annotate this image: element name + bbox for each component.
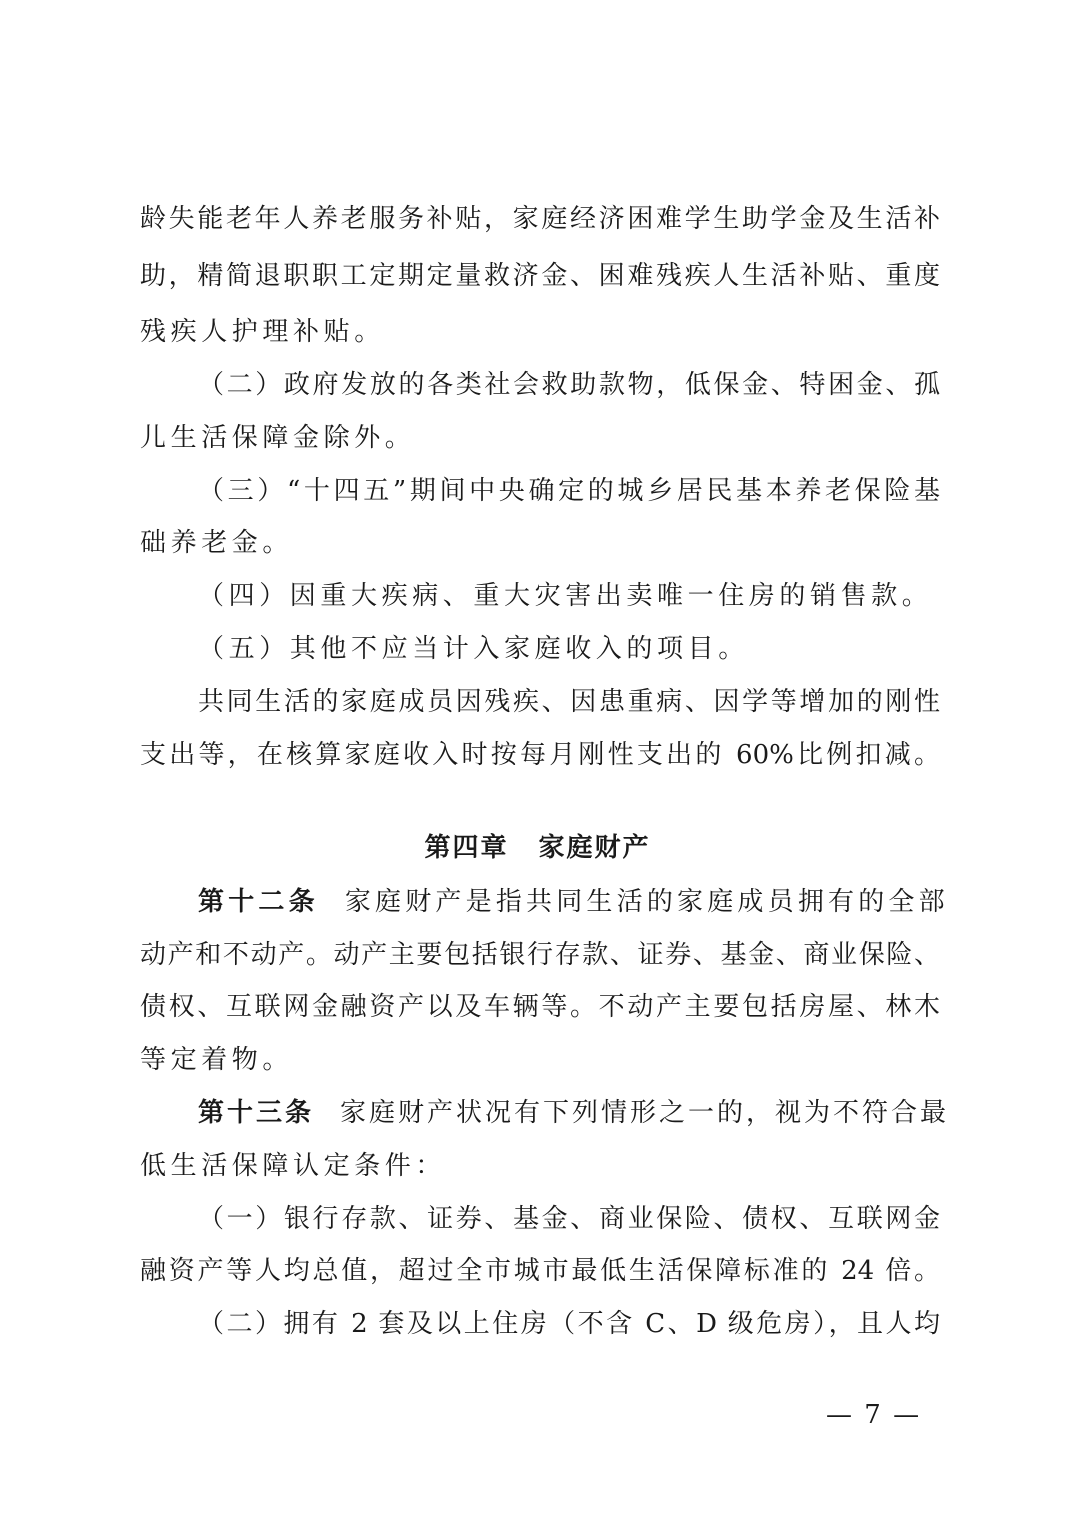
paragraph-line: 动产和不动产。动产主要包括银行存款、证券、基金、商业保险、	[140, 940, 940, 970]
paragraph-line: 儿生活保障金除外。	[140, 423, 416, 453]
page-number: — 7 —	[826, 1400, 922, 1430]
paragraph-line: 支出等，在核算家庭收入时按每月刚性支出的 60%比例扣减。	[140, 740, 940, 770]
chapter-number: 第四章	[424, 833, 509, 863]
paragraph-line: （三）“十四五”期间中央确定的城乡居民基本养老保险基	[198, 476, 940, 506]
article-label: 第十二条	[198, 887, 319, 917]
article-first-line	[198, 885, 949, 919]
paragraph-line: 等定着物。	[140, 1045, 294, 1075]
chapter-title: 家庭财产	[538, 833, 651, 863]
paragraph-line: 助，精简退职职工定期定量救济金、困难残疾人生活补贴、重度	[140, 261, 940, 291]
paragraph-line: （五）其他不应当计入家庭收入的项目。	[198, 634, 749, 664]
paragraph-line: 础养老金。	[140, 528, 294, 558]
paragraph-line: 共同生活的家庭成员因残疾、因患重病、因学等增加的刚性	[198, 687, 940, 717]
paragraph-line: （一）银行存款、证券、基金、商业保险、债权、互联网金	[198, 1204, 940, 1234]
paragraph-line: 龄失能老年人养老服务补贴，家庭经济困难学生助学金及生活补	[140, 204, 940, 234]
article-first-line	[198, 1096, 950, 1130]
paragraph-line: 低生活保障认定条件：	[140, 1151, 447, 1181]
paragraph-line: 残疾人护理补贴。	[140, 317, 385, 347]
article-label: 第十三条	[198, 1098, 315, 1128]
article-text: 家庭财产是指共同生活的家庭成员拥有的全部	[344, 887, 949, 917]
article-text: 家庭财产状况有下列情形之一的，视为不符合最	[340, 1098, 950, 1128]
paragraph-line: （二）拥有 2 套及以上住房（不含 C、D 级危房），且人均	[198, 1309, 940, 1339]
paragraph-line: （四）因重大疾病、重大灾害出卖唯一住房的销售款。	[198, 581, 933, 611]
paragraph-line: （二）政府发放的各类社会救助款物，低保金、特困金、孤	[198, 370, 940, 400]
chapter-heading	[0, 831, 1075, 865]
paragraph-line: 债权、互联网金融资产以及车辆等。不动产主要包括房屋、林木	[140, 992, 940, 1022]
paragraph-line: 融资产等人均总值，超过全市城市最低生活保障标准的 24 倍。	[140, 1256, 940, 1286]
